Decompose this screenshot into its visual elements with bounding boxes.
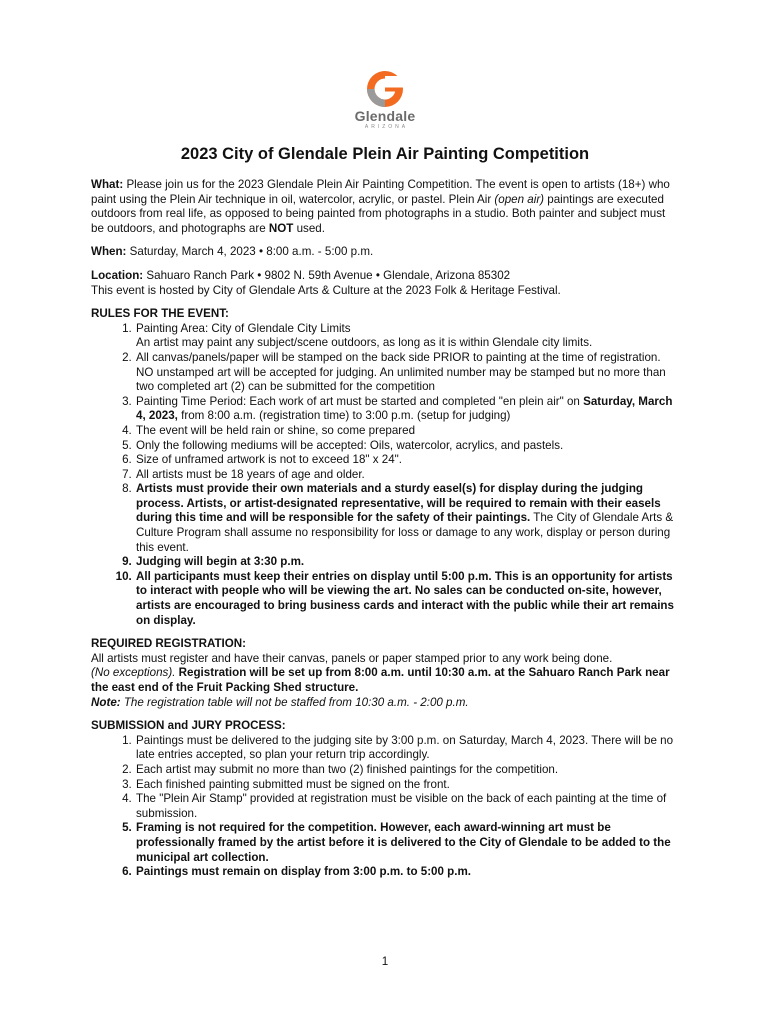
list-item: 5. Only the following mediums will be accepted: Oils, watercolor, acrylics, and pastels. (135, 439, 681, 454)
when-label: When: (91, 245, 127, 259)
list-item: 1. Paintings must be delivered to the judging site by 3:00 p.m. on Saturday, March 4, 2023. There will be no late entries accepted, so plan your return trip accordingly. (135, 734, 681, 763)
what-label: What: (91, 178, 124, 191)
rules-heading: RULES FOR THE EVENT: (91, 307, 229, 321)
what-bold: NOT (268, 221, 294, 235)
when-text: Saturday, March 4, 2023 • 8:00 a.m. - 5:00 p.m. (129, 245, 374, 259)
glendale-g-icon (365, 70, 405, 108)
document-title: 2023 City of Glendale Plein Air Painting Competition (180, 145, 590, 163)
list-item: 3. Each finished painting submitted must be signed on the front. (135, 778, 681, 793)
page-number: 1 (381, 955, 389, 968)
list-item: 7. All artists must be 18 years of age and older. (135, 468, 681, 483)
when-paragraph (91, 245, 681, 260)
document-body (91, 178, 681, 880)
list-item: 4. The "Plein Air Stamp" provided at registration must be visible on the back of each painting at the time of submission. (135, 792, 681, 821)
hosted-text: This event is hosted by City of Glendale Arts & Culture at the 2023 Folk & Heritage Festival. (91, 283, 561, 297)
glendale-logo (345, 70, 425, 136)
registration-line: All artists must register and have their canvas, panels or paper stamped prior to any work being done. (91, 651, 613, 665)
rules-list (91, 322, 681, 628)
list-item: 8. Artists must provide their own materials and a sturdy easel(s) for display during the judging process. Artists, or artist-designated representative, will be required to remain with their easels during this time and will be responsible for the safety of their paintings. The City of Glendale Arts & Culture Program shall assume no responsibility for loss or damage to any work, display or person during this event. (135, 482, 681, 555)
what-italic: (open air) (494, 192, 545, 206)
list-item: 4. The event will be held rain or shine, so come prepared (135, 424, 681, 439)
list-item: 9. Judging will begin at 3:30 p.m. (135, 555, 681, 570)
what-text-2: paintings are executed outdoors from real life, as opposed to being painted from photographs in a studio. Both painter and subject must be outdoors, and photographs are (91, 192, 666, 235)
what-text-1: Please join us for the 2023 Glendale Plein Air Painting Competition. The event is open to artists (18+) who paint using the Plein Air technique in oil, watercolor, acrylic, or pastel. Plein Air (91, 178, 670, 206)
list-item: 6. Paintings must remain on display from 3:00 p.m. to 5:00 p.m. (135, 865, 681, 880)
list-item: 3. Painting Time Period: Each work of art must be started and completed "en plein air" on Saturday, March 4, 2023, from 8:00 a.m. (registration time) to 3:00 p.m. (setup for judging) (135, 395, 681, 424)
submission-heading: SUBMISSION and JURY PROCESS: (91, 719, 286, 733)
registration-heading: REQUIRED REGISTRATION: (91, 637, 247, 651)
logo-subtitle: ARIZONA (364, 124, 409, 130)
submission-list (91, 734, 681, 880)
what-text-3: used. (293, 221, 325, 235)
location-text: Sahuaro Ranch Park • 9802 N. 59th Avenue • Glendale, Arizona 85302 (146, 268, 511, 282)
list-item: 6. Size of unframed artwork is not to exceed 18" x 24". (135, 453, 681, 468)
location-label: Location: (91, 268, 144, 282)
logo-wordmark: Glendale (354, 108, 416, 124)
location-paragraph (91, 269, 681, 284)
list-item: 1. Painting Area: City of Glendale City Limits An artist may paint any subject/scene outdoors, as long as it is within Glendale city limits. (135, 322, 681, 351)
list-item: 5. Framing is not required for the competition. However, each award-winning art must be professionally framed by the artist before it is delivered to the City of Glendale to be added to the municipal art collection. (135, 821, 681, 865)
registration-details: (No exceptions). Registration will be set up from 8:00 a.m. until 10:30 a.m. at the Sahuaro Ranch Park near the east end of the Fruit Packing Shed structure. (91, 666, 670, 694)
list-item: 2. All canvas/panels/paper will be stamped on the back side PRIOR to painting at the time of registration. NO unstamped art will be accepted for judging. An unlimited number may be stamped but no more than two completed art (2) can be submitted for the competition (135, 351, 681, 395)
registration-note: Note: The registration table will not be staffed from 10:30 a.m. - 2:00 p.m. (91, 695, 469, 709)
list-item: 10. All participants must keep their entries on display until 5:00 p.m. This is an opportunity for artists to interact with people who will be viewing the art. No sales can be conducted on-site, however, artists are encouraged to bring business cards and interact with the public while their art remains on display. (135, 570, 681, 628)
list-item: 2. Each artist may submit no more than two (2) finished paintings for the competition. (135, 763, 681, 778)
what-paragraph (91, 178, 681, 236)
